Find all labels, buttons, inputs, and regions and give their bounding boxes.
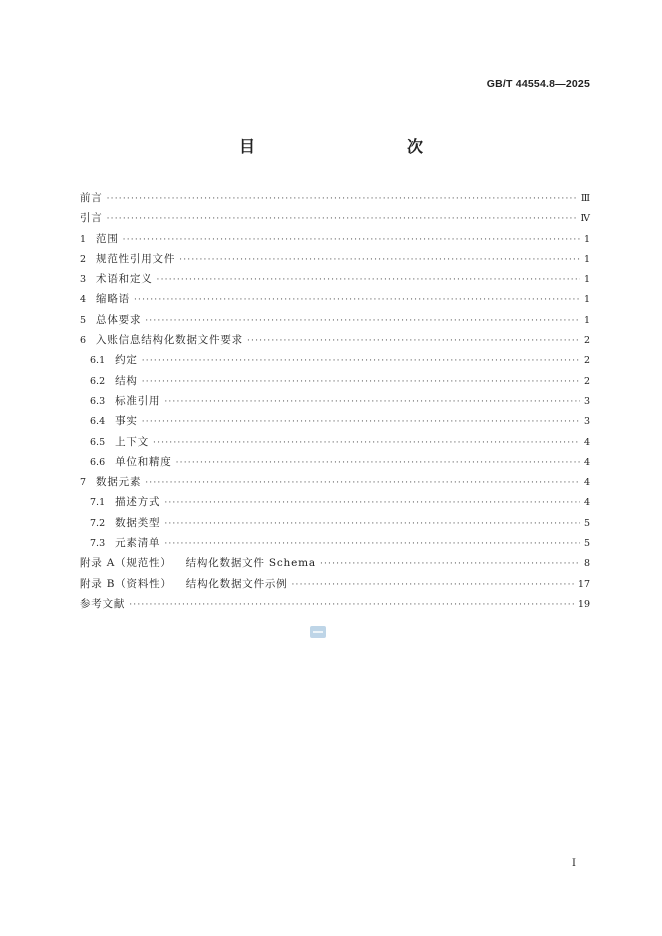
toc-entry-title: 数据类型 xyxy=(115,516,161,529)
toc-entry-page: 4 xyxy=(583,477,590,489)
toc-leader-dots xyxy=(142,377,580,387)
toc-entry[interactable] xyxy=(80,231,590,251)
toc-leader-dots xyxy=(142,356,580,366)
toc-entry-title: 术语和定义 xyxy=(96,273,153,286)
toc-entry-title: 上下文 xyxy=(115,435,150,448)
toc-entry-number: 6.3 xyxy=(90,395,106,407)
toc-entry-title: 约定 xyxy=(115,354,138,367)
toc-entry[interactable] xyxy=(80,312,590,332)
toc-leader-dots xyxy=(153,438,580,448)
toc-entry[interactable] xyxy=(80,393,590,413)
toc-leader-dots xyxy=(145,316,580,326)
toc-entry-number: 7 xyxy=(80,477,87,489)
toc-leader-dots xyxy=(123,235,580,245)
toc-entry-page: 1 xyxy=(583,274,590,286)
page-number: I xyxy=(572,858,576,869)
toc-entry-page: 19 xyxy=(577,598,590,610)
toc-entry-page: 4 xyxy=(583,497,590,509)
toc-entry[interactable] xyxy=(80,332,590,352)
toc-entry-page: 17 xyxy=(577,578,590,590)
toc-entry[interactable] xyxy=(80,596,590,616)
toc-entry-title: 规范性引用文件 xyxy=(96,252,176,265)
toc-entry-page: Ⅳ xyxy=(580,213,590,225)
page-title: 目 次 xyxy=(238,137,463,156)
toc-leader-dots xyxy=(247,336,580,346)
toc-entry-page: 3 xyxy=(583,395,590,407)
toc-leader-dots xyxy=(291,580,573,590)
toc-entry-number: 6.4 xyxy=(90,416,106,428)
toc-leader-dots xyxy=(142,417,580,427)
toc-leader-dots xyxy=(164,397,580,407)
toc-entry-page: 5 xyxy=(583,517,590,529)
toc-entry[interactable] xyxy=(80,291,590,311)
toc-entry[interactable] xyxy=(80,576,590,596)
toc-leader-dots xyxy=(107,214,577,224)
toc-entry[interactable] xyxy=(80,555,590,575)
toc-entry-title: 数据元素 xyxy=(96,476,142,489)
toc-entry-subtitle: 结构化数据文件 Schema xyxy=(185,557,316,570)
toc-entry[interactable] xyxy=(80,515,590,535)
toc-entry-page: 5 xyxy=(583,538,590,550)
toc-entry-number: 2 xyxy=(80,253,87,265)
watermark-logo xyxy=(310,626,326,638)
toc-entry-page: 2 xyxy=(583,355,590,367)
toc-entry-title: 事实 xyxy=(115,415,138,428)
toc-entry-number: 6.6 xyxy=(90,456,106,468)
toc-leader-dots xyxy=(179,255,580,265)
toc-entry[interactable] xyxy=(80,373,590,393)
toc-entry-number: 6.2 xyxy=(90,375,106,387)
toc-entry-title: 附录 B（资料性） xyxy=(80,577,172,590)
toc-entry[interactable] xyxy=(80,474,590,494)
toc-entry-number: 5 xyxy=(80,314,87,326)
toc-entry-number: 3 xyxy=(80,274,87,286)
toc-entry-page: 3 xyxy=(583,416,590,428)
toc-entry-title: 引言 xyxy=(80,212,103,225)
toc-entry-page: 1 xyxy=(583,233,590,245)
toc-leader-dots xyxy=(145,478,580,488)
toc-entry-page: 2 xyxy=(583,375,590,387)
toc-entry-page: Ⅲ xyxy=(580,193,590,204)
toc-leader-dots xyxy=(134,295,580,305)
toc-entry-title: 元素清单 xyxy=(115,537,161,550)
toc-leader-dots xyxy=(176,458,580,468)
toc-entry-title: 标准引用 xyxy=(115,394,161,407)
toc-entry-number: 7.2 xyxy=(90,517,106,529)
toc-entry-number: 6.5 xyxy=(90,436,106,448)
toc-entry-title: 前言 xyxy=(80,192,103,204)
toc-entry[interactable] xyxy=(80,434,590,454)
toc-entry-title: 结构 xyxy=(115,374,138,387)
toc-entry[interactable] xyxy=(80,210,590,230)
toc-leader-dots xyxy=(129,600,574,610)
toc-entry-number: 6.1 xyxy=(90,355,106,367)
toc-leader-dots xyxy=(320,559,580,569)
toc-entry-page: 4 xyxy=(583,456,590,468)
toc-entry-title: 描述方式 xyxy=(115,496,161,509)
toc-entry[interactable] xyxy=(80,413,590,433)
toc-entry-title: 附录 A（规范性） xyxy=(80,557,172,570)
toc-entry-title: 缩略语 xyxy=(96,293,130,306)
toc-entry[interactable] xyxy=(80,494,590,514)
toc-entry-title: 入账信息结构化数据文件要求 xyxy=(96,334,243,347)
toc-entry-page: 1 xyxy=(583,253,590,265)
toc-entry-title: 单位和精度 xyxy=(115,455,172,468)
toc-entry[interactable] xyxy=(80,535,590,555)
toc-entry[interactable] xyxy=(80,251,590,271)
table-of-contents xyxy=(80,190,590,616)
toc-leader-dots xyxy=(164,498,580,508)
toc-entry[interactable] xyxy=(80,454,590,474)
toc-entry[interactable] xyxy=(80,271,590,291)
toc-entry[interactable] xyxy=(80,190,590,210)
toc-entry-title: 总体要求 xyxy=(96,313,142,326)
toc-entry-page: 4 xyxy=(583,436,590,448)
toc-entry-page: 1 xyxy=(583,314,590,326)
toc-leader-dots xyxy=(164,519,580,529)
toc-entry[interactable] xyxy=(80,352,590,372)
toc-leader-dots xyxy=(164,539,580,549)
toc-entry-page: 1 xyxy=(583,294,590,306)
toc-entry-number: 4 xyxy=(80,294,87,306)
toc-leader-dots xyxy=(107,194,577,204)
toc-entry-subtitle: 结构化数据文件示例 xyxy=(185,577,288,590)
toc-entry-title: 参考文献 xyxy=(80,597,126,610)
toc-entry-number: 6 xyxy=(80,335,87,347)
toc-entry-page: 2 xyxy=(583,335,590,347)
toc-entry-number: 7.1 xyxy=(90,497,106,509)
toc-entry-title: 范围 xyxy=(96,232,119,245)
standard-code: GB/T 44554.8—2025 xyxy=(486,78,590,90)
toc-entry-page: 8 xyxy=(583,558,590,570)
toc-entry-number: 1 xyxy=(80,233,87,245)
toc-entry-number: 7.3 xyxy=(90,538,106,550)
toc-leader-dots xyxy=(157,275,580,285)
